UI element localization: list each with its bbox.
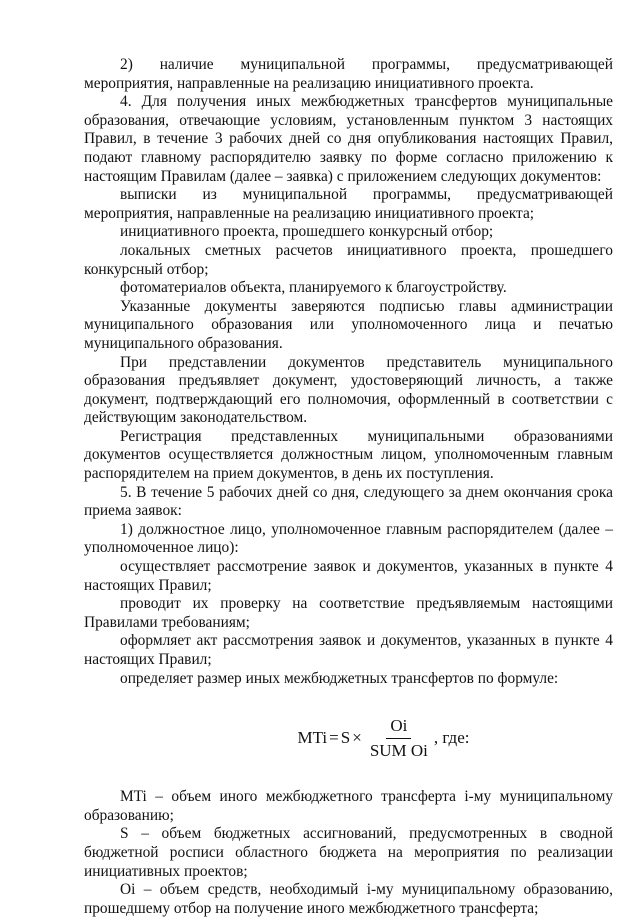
paragraph: При представлении документов представитель муниципального образования предъявляет документ, удостоверяющий личность, а также документ, подтверждающий его полномочия, оформленный в соответствии с действующим законодательством. <box>84 353 613 427</box>
formula-denominator: SUM Oi <box>369 740 428 760</box>
paragraph: определяет размер иных межбюджетных трансфертов по формуле: <box>120 669 559 687</box>
paragraph: Регистрация представленных муниципальными образованиями документов осуществляется должностным лицом, уполномоченным главным распорядителем на прием документов, в день их поступления. <box>84 427 613 483</box>
paragraph: MTi – объем иного межбюджетного трансферта i-му муниципальному образованию; <box>84 788 613 824</box>
paragraph: локальных сметных расчетов инициативного проекта, прошедшего конкурсный отбор; <box>84 241 613 278</box>
paragraph: осуществляет рассмотрение заявок и документов, указанных в пункте 4 настоящих Правил; <box>84 558 613 594</box>
paragraph: 4. Для получения иных межбюджетных трансфертов муниципальные образования, отвечающие условиям, установленным пунктом 3 настоящих Правил, в течение 3 рабочих дней со дня опубликования настоящих Правил, подают главному распорядителю заявку по форме согласно приложению к настоящим Правилам (далее – заявка) с приложением следующих документов: <box>84 93 613 185</box>
formula-equals: = <box>329 727 339 747</box>
paragraph: 1) должностное лицо, уполномоченное главным распорядителем (далее – уполномоченное лицо): <box>84 520 613 557</box>
paragraph: S – объем бюджетных ассигнований, предусмотренных в сводной бюджетной росписи областного бюджета на мероприятия по реализации инициативных проектов; <box>84 825 613 880</box>
formula-factor: S <box>340 727 351 747</box>
formula-numerator: Oi <box>386 716 411 739</box>
paragraph: Oi – объем средств, необходимый i-му муниципальному образованию, прошедшему отбор на получение иного межбюджетного трансферта; <box>84 881 613 917</box>
formula-fraction <box>366 716 432 761</box>
document-text <box>84 56 613 918</box>
formula-suffix: , где: <box>433 727 470 747</box>
paragraph: выписки из муниципальной программы, предусматривающей мероприятия, направленные на реализацию инициативного проекта; <box>84 186 613 222</box>
transfer-formula <box>84 704 613 772</box>
paragraph: проводит их проверку на соответствие предъявляемым настоящими Правилами требованиям; <box>84 595 613 631</box>
formula-lhs: MTi <box>297 727 328 747</box>
paragraph: Указанные документы заверяются подписью главы администрации муниципального образования или уполномоченного лица и печатью муниципального образования. <box>84 297 613 352</box>
formula-times: × <box>352 727 362 747</box>
paragraph: фотоматериалов объекта, планируемого к благоустройству. <box>120 279 507 297</box>
paragraph: 2) наличие муниципальной программы, предусматривающей мероприятия, направленные на реализацию инициативного проекта. <box>84 56 613 92</box>
paragraph: оформляет акт рассмотрения заявок и документов, указанных в пункте 4 настоящих Правил; <box>84 632 613 668</box>
paragraph: инициативного проекта, прошедшего конкурсный отбор; <box>120 223 494 241</box>
paragraph: 5. В течение 5 рабочих дней со дня, следующего за днем окончания срока приема заявок: <box>84 483 613 520</box>
